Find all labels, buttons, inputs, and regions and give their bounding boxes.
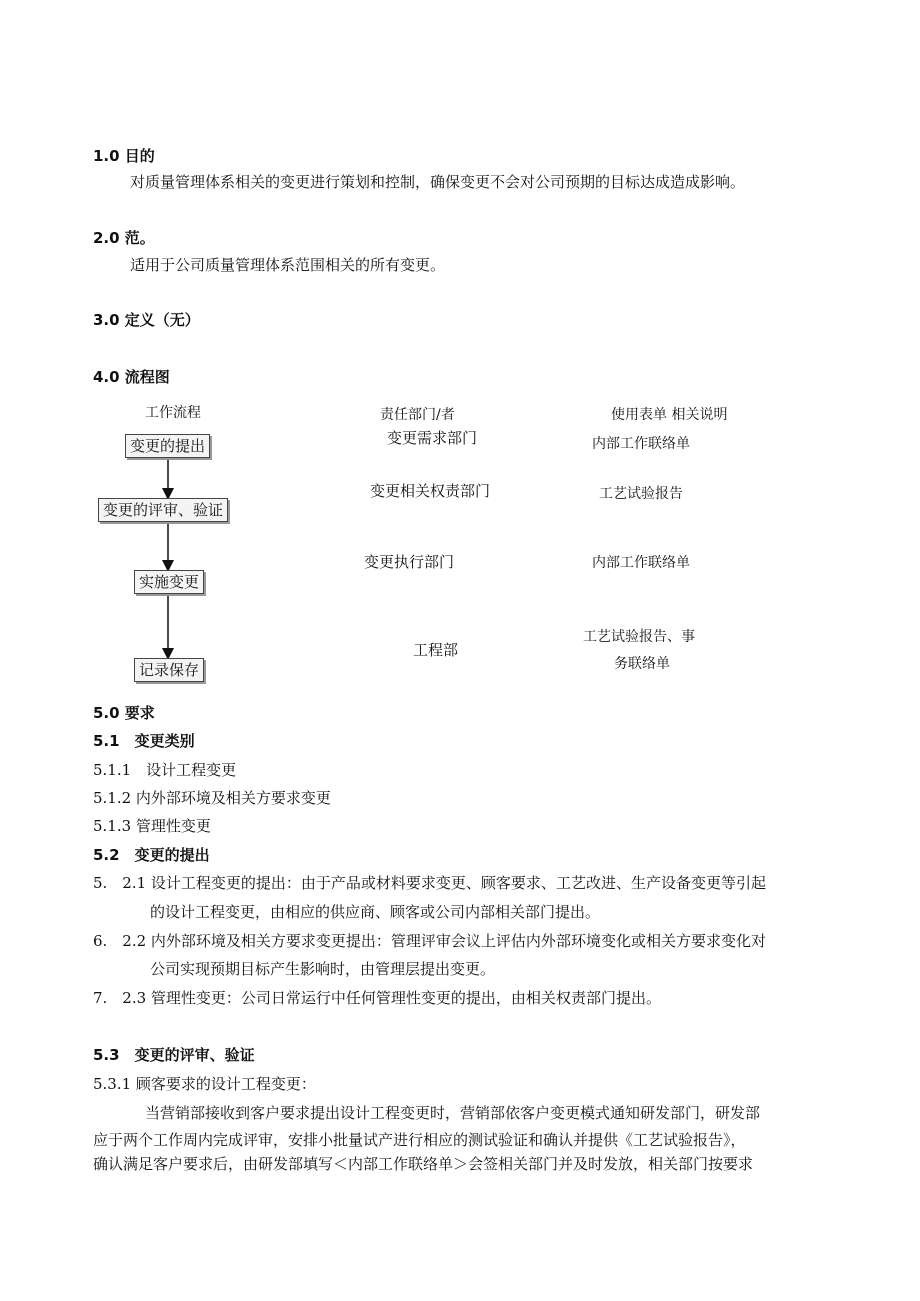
item-5-1-2: 5.1.2 内外部环境及相关方要求变更 bbox=[93, 789, 331, 807]
form-4-line-1: 工艺试验报告、事 bbox=[583, 629, 695, 645]
item-5-2-2-line-2: 公司实现预期目标产生影响时，由管理层提出变更。 bbox=[150, 960, 496, 978]
dept-4: 工程部 bbox=[413, 641, 459, 659]
item-5-2-3: 7. 2.3 管理性变更：公司日常运行中任何管理性变更的提出，由相关权责部门提出。 bbox=[93, 989, 661, 1007]
section-4-heading: 4.0 流程图 bbox=[93, 368, 170, 386]
section-1-text: 对质量管理体系相关的变更进行策划和控制，确保变更不会对公司预期的目标达成造成影响。 bbox=[130, 173, 746, 191]
section-5-3-heading: 5.3 变更的评审、验证 bbox=[93, 1046, 255, 1064]
dept-2: 变更相关权责部门 bbox=[370, 482, 491, 500]
item-5-1-1: 5.1.1 设计工程变更 bbox=[93, 761, 237, 779]
flow-step-record: 记录保存 bbox=[134, 658, 204, 682]
flow-step-propose: 变更的提出 bbox=[125, 434, 210, 458]
item-5-2-1-line-2: 的设计工程变更，由相应的供应商、顾客或公司内部相关部门提出。 bbox=[150, 903, 601, 921]
section-5-2-heading: 5.2 变更的提出 bbox=[93, 846, 210, 864]
item-5-3-1: 5.3.1 顾客要求的设计工程变更： bbox=[93, 1075, 316, 1093]
section-1-heading: 1.0 目的 bbox=[93, 147, 155, 165]
col-header-form: 使用表单 相关说明 bbox=[611, 407, 728, 423]
paragraph-line-3: 确认满足客户要求后，由研发部填写＜内部工作联络单＞会签相关部门并及时发放，相关部门按要求 bbox=[93, 1155, 754, 1173]
form-1: 内部工作联络单 bbox=[592, 436, 690, 452]
flow-step-implement: 实施变更 bbox=[134, 570, 204, 594]
item-5-1-3: 5.1.3 管理性变更 bbox=[93, 817, 211, 835]
item-5-2-1-line-1: 5. 2.1 设计工程变更的提出：由于产品或材料要求变更、顾客要求、工艺改进、生产设备变更等引起 bbox=[93, 874, 766, 892]
section-3-heading: 3.0 定义（无） bbox=[93, 311, 200, 329]
section-2-heading: 2.0 范。 bbox=[93, 229, 155, 247]
paragraph-line-2: 应于两个工作周内完成评审，安排小批量试产进行相应的测试验证和确认并提供《工艺试验报告》， bbox=[93, 1131, 746, 1149]
paragraph-line-1: 当营销部接收到客户要求提出设计工程变更时，营销部依客户变更模式通知研发部门，研发部 bbox=[145, 1104, 761, 1122]
col-header-workflow: 工作流程 bbox=[145, 405, 201, 421]
item-5-2-2-line-1: 6. 2.2 内外部环境及相关方要求变更提出：管理评审会议上评估内外部环境变化或相关方要求变化对 bbox=[93, 932, 766, 950]
section-2-text: 适用于公司质量管理体系范围相关的所有变更。 bbox=[130, 256, 446, 274]
section-5-heading: 5.0 要求 bbox=[93, 704, 155, 722]
form-4-line-2: 务联络单 bbox=[614, 656, 670, 672]
dept-3: 变更执行部门 bbox=[364, 553, 455, 571]
flow-step-review: 变更的评审、验证 bbox=[98, 498, 228, 522]
section-5-1-heading: 5.1 变更类别 bbox=[93, 732, 195, 750]
form-2: 工艺试验报告 bbox=[599, 486, 683, 502]
col-header-dept: 责任部门/者 bbox=[380, 407, 455, 423]
form-3: 内部工作联络单 bbox=[592, 555, 690, 571]
dept-1: 变更需求部门 bbox=[387, 429, 478, 447]
